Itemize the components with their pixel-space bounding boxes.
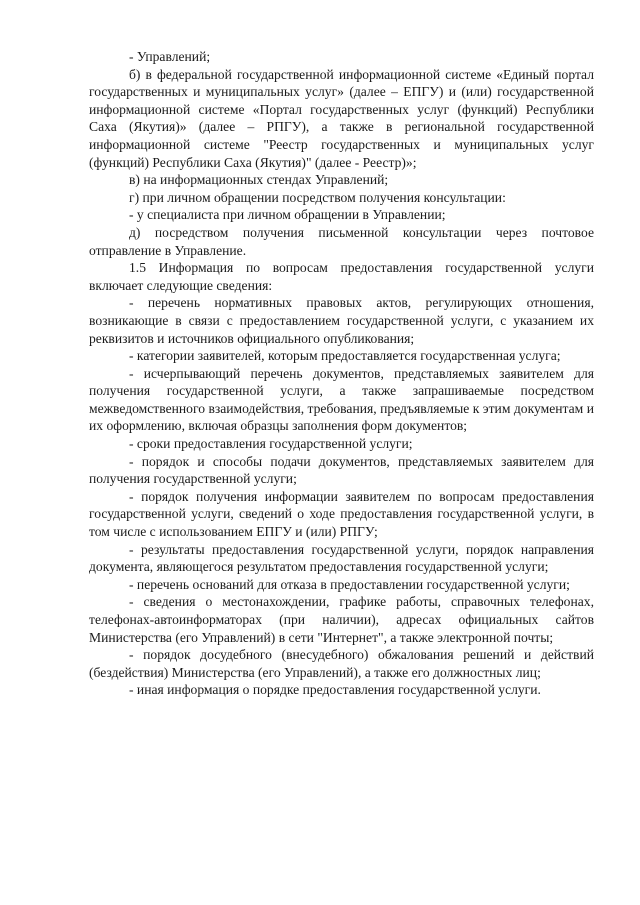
paragraph: д) посредством получения письменной консультации через почтовое отправление в Управление. <box>89 224 594 258</box>
list-item: - перечень нормативных правовых актов, регулирующих отношения, возникающие в связи с предоставлением государственной услуги, с указанием их реквизитов и источников официального опубликования; <box>89 295 594 346</box>
paragraph: б) в федеральной государственной информационной системе «Единый портал государственных и муниципальных услуг» (далее – ЕПГУ) и (или) государственной информационной системе «Портал государственных услуг (функций) Республики Саха (Якутия)» (далее – РПГУ), а также в региональной государственной информационной системе "Реестр государственных и муниципальных услуг (функций) Республики Саха (Якутия)" (далее - Реестр)»; <box>89 66 594 170</box>
list-item: - категории заявителей, которым предоставляется государственная услуга; <box>129 348 561 364</box>
paragraph: г) при личном обращении посредством получения консультации: <box>129 189 506 205</box>
paragraph: в) на информационных стендах Управлений; <box>129 172 389 188</box>
list-item: - результаты предоставления государственной услуги, порядок направления документа, являющегося результатом предоставления государственной услуги; <box>89 541 594 575</box>
list-item: - сведения о местонахождении, графике работы, справочных телефонах, телефонах-автоинформаторах (при наличии), адресах официальных сайтов Министерства (его Управлений) в сети "Интернет", а также электронной почты; <box>89 594 594 645</box>
document-body <box>89 48 594 699</box>
list-item: - порядок получения информации заявителем по вопросам предоставления государственной услуги, сведений о ходе предоставления государственной услуги, в том числе с использованием ЕПГУ и (или) РПГУ; <box>89 488 594 540</box>
list-item: - исчерпывающий перечень документов, представляемых заявителем для получения государственной услуги, а также запрашиваемые посредством межведомственного взаимодействия, требования, предъявляемые к этим документам и их оформлению, включая образцы заполнения форм документов; <box>89 365 594 434</box>
list-item: - перечень оснований для отказа в предоставлении государственной услуги; <box>129 576 570 592</box>
paragraph: - у специалиста при личном обращении в Управлении; <box>129 207 446 223</box>
list-item: - порядок и способы подачи документов, представляемых заявителем для получения государственной услуги; <box>89 453 594 487</box>
list-item: - порядок досудебного (внесудебного) обжалования решений и действий (бездействия) Министерства (его Управлений), а также его должностных лиц; <box>89 647 594 680</box>
section-paragraph: 1.5 Информация по вопросам предоставления государственной услуги включает следующие сведения: <box>89 260 594 293</box>
list-item: - сроки предоставления государственной услуги; <box>129 436 413 452</box>
list-item: - иная информация о порядке предоставления государственной услуги. <box>129 682 541 698</box>
paragraph: - Управлений; <box>129 49 211 64</box>
